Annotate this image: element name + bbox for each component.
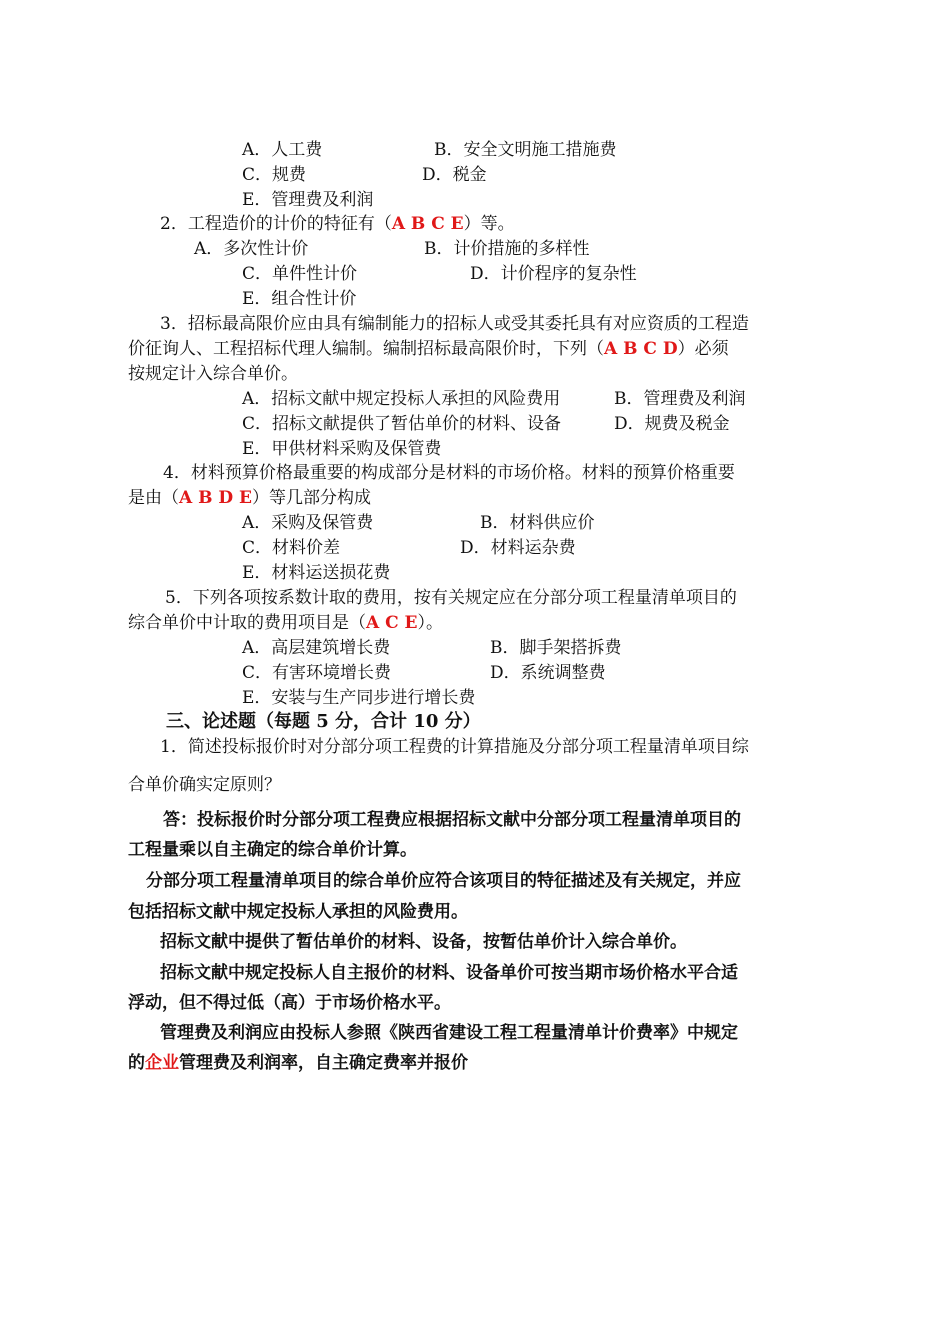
q2-stem-text: 2．工程造价的计价的特征有（ [160,214,392,234]
q1-option-b: B．安全文明施工措施费 [434,140,617,160]
q5-option-c: C．有害环境增长费 [242,663,392,683]
q5-option-e: E．安装与生产同步进行增长费 [242,688,476,708]
q2-stem [160,213,515,235]
answer-p5-text: 的 [128,1053,145,1073]
q3-option-c: C．招标文献提供了暂估单价的材料、设备 [242,414,562,434]
q5-stem-line1: 5．下列各项按系数计取的费用，按有关规定应在分部分项工程量清单项目的 [165,588,737,608]
q4-option-a: A．采购及保管费 [242,513,374,533]
answer-p3: 招标文献中提供了暂估单价的材料、设备，按暂估单价计入综合单价。 [160,932,687,952]
q4-option-e: E．材料运送损花费 [242,563,391,583]
answer-p5-line2 [128,1052,468,1074]
q1-option-d: D．税金 [422,165,487,185]
q3-stem-line1: 3．招标最高限价应由具有编制能力的招标人或受其委托具有对应资质的工程造 [160,314,749,334]
q3-option-d: D．规费及税金 [614,414,730,434]
q1-option-c: C．规费 [242,165,307,185]
q2-option-e: E．组合性计价 [242,289,357,309]
q5-option-a: A．高层建筑增长费 [242,638,391,658]
q2-option-a: A．多次性计价 [194,239,309,259]
q5-option-b: B．脚手架搭拆费 [490,638,622,658]
q4-stem-line2 [128,487,371,509]
answer-p4-line2: 浮动，但不得过低（高）于市场价格水平。 [128,993,451,1013]
q2-stem-end: ）等。 [463,214,515,234]
essay-q1-line2: 合单价确实定原则？ [128,775,281,795]
q2-option-b: B．计价措施的多样性 [424,239,590,259]
answer-p5-highlight: 企业 [145,1053,179,1073]
q1-option-a: A．人工费 [242,140,323,160]
section-3-heading: 三、论述题（每题 5 分，合计 10 分） [166,711,481,732]
q3-stem-text: 价征询人、工程招标代理人编制。编制招标最高限价时，下列（ [128,339,604,359]
q3-stem-end: ）必须 [677,339,729,359]
answer-p1-line2: 工程量乘以自主确定的综合单价计算。 [128,840,417,860]
answer-p2-line1: 分部分项工程量清单项目的综合单价应符合该项目的特征描述及有关规定，并应 [146,871,741,891]
q3-option-e: E．甲供材料采购及保管费 [242,439,442,459]
q4-answer: A B D E [179,488,253,508]
q3-answer: A B C D [604,339,678,359]
answer-p2-line2: 包括招标文献中规定投标人承担的风险费用。 [128,902,468,922]
q4-option-d: D．材料运杂费 [460,538,576,558]
essay-q1-line1: 1．简述投标报价时对分部分项工程费的计算措施及分部分项工程量清单项目综 [160,737,749,757]
q2-option-d: D．计价程序的复杂性 [470,264,637,284]
q2-option-c: C．单件性计价 [242,264,358,284]
q5-option-d: D．系统调整费 [490,663,606,683]
q3-stem-line2 [128,338,729,360]
answer-p5-line1: 管理费及利润应由投标人参照《陕西省建设工程工程量清单计价费率》中规定 [160,1023,738,1043]
q5-stem-end: ）。 [417,613,444,633]
q3-stem-line3: 按规定计入综合单价。 [128,364,298,384]
q2-answer: A B C E [391,214,464,234]
q4-option-b: B．材料供应价 [480,513,595,533]
q5-stem-line2 [128,612,443,634]
q4-option-c: C．材料价差 [242,538,341,558]
answer-p4-line1: 招标文献中规定投标人自主报价的材料、设备单价可按当期市场价格水平合适 [160,963,738,983]
q4-stem-text: 是由（ [128,488,179,508]
q4-stem-end: ）等几部分构成 [252,488,372,508]
q3-option-a: A．招标文献中规定投标人承担的风险费用 [242,389,561,409]
answer-p5-text-end: 管理费及利润率，自主确定费率并报价 [179,1053,468,1073]
q1-option-e: E．管理费及利润 [242,190,374,210]
q5-stem-text: 综合单价中计取的费用项目是（ [128,613,366,633]
q5-answer: A C E [366,613,418,633]
q4-stem-line1: 4．材料预算价格最重要的构成部分是材料的市场价格。材料的预算价格重要 [163,463,735,483]
answer-p1-line1: 答：投标报价时分部分项工程费应根据招标文献中分部分项工程量清单项目的 [163,810,741,830]
q3-option-b: B．管理费及利润 [614,389,746,409]
